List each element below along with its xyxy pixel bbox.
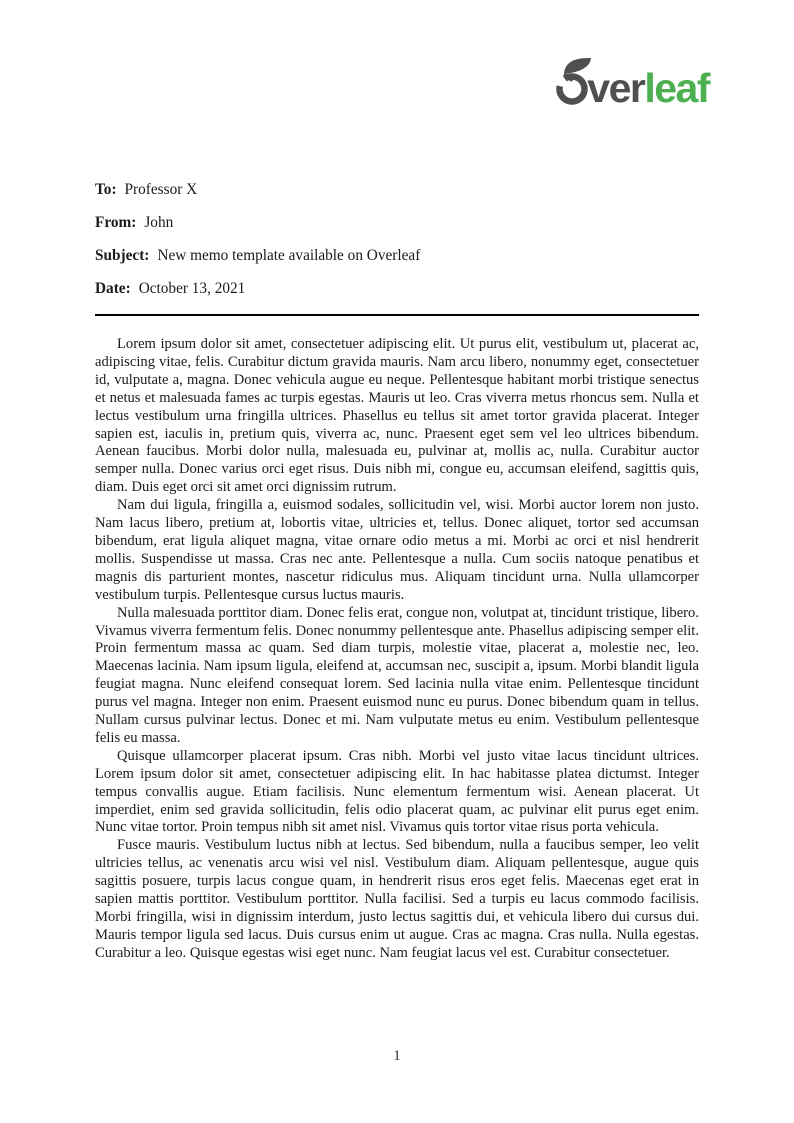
field-value-from: John — [144, 214, 174, 231]
header-divider-rule — [95, 314, 699, 316]
paragraph-4: Quisque ullamcorper placerat ipsum. Cras nibh. Morbi vel justo vitae lacus tincidunt ultrices. Lorem ipsum dolor sit amet, consectetuer adipiscing elit. In hac habitasse platea dictumst. Integer tempus convallis augue. Etiam facilisis. Nunc elementum fermentum wisi. Aenean placerat. Ut imperdiet, enim sed gravida sollicitudin, felis odio placerat quam, ac pulvinar elit purus eget enim. Nunc vitae tortor. Proin tempus nibh sit amet nisl. Vivamus quis tortor vitae risus porta vehicula. — [95, 747, 699, 836]
field-value-subject: New memo template available on Overleaf — [157, 247, 421, 264]
field-value-to: Professor X — [124, 181, 198, 198]
overleaf-logo — [555, 56, 709, 111]
field-label-subject: Subject: — [95, 247, 150, 264]
memo-field-to — [95, 181, 699, 199]
paragraph-5: Fusce mauris. Vestibulum luctus nibh at lectus. Sed bibendum, nulla a faucibus semper, leo velit ultricies tellus, ac venenatis arcu wisi vel nisl. Vestibulum diam. Aliquam pellentesque, augue quis sagittis posuere, turpis lacus congue quam, in hendrerit risus eros eget felis. Maecenas eget erat in sapien mattis porttitor. Vestibulum porttitor. Nulla facilisi. Sed a turpis eu lacus commodo facilisis. Morbi fringilla, wisi in dignissim interdum, justo lectus sagittis dui, et vehicula libero dui cursus dui. Mauris tempor ligula sed lacus. Duis cursus enim ut augue. Cras ac magna. Cras nulla. Nulla egestas. Curabitur a leo. Quisque egestas wisi eget nunc. Nam feugiat lacus vel est. Curabitur consectetuer. — [95, 837, 699, 961]
page-number: 1 — [393, 1048, 401, 1064]
memo-header — [95, 181, 699, 313]
paragraph-1: Lorem ipsum dolor sit amet, consectetuer adipiscing elit. Ut purus elit, vestibulum ut, placerat ac, adipiscing vitae, felis. Curabitur dictum gravida mauris. Nam arcu libero, nonummy eget, consectetuer id, vulputate a, magna. Donec vehicula augue eu neque. Pellentesque habitant morbi tristique senectus et netus et malesuada fames ac turpis egestas. Mauris ut leo. Cras viverra metus rhoncus sem. Nulla et lectus vestibulum urna fringilla ultrices. Phasellus eu tellus sit amet tortor gravida placerat. Integer sapien est, iaculis in, pretium quis, viverra ac, nunc. Praesent eget sem vel leo ultrices bibendum. Aenean faucibus. Morbi dolor nulla, malesuada eu, pulvinar at, mollis ac, nulla. Curabitur auctor semper nulla. Donec varius orci eget risus. Duis nibh mi, congue eu, accumsan eleifend, sagittis quis, diam. Duis eget orci sit amet orci dignissim rutrum. — [95, 336, 699, 496]
logo-wordmark — [587, 65, 709, 111]
logo-text-over: ver — [587, 65, 645, 111]
memo-field-from — [95, 214, 699, 232]
field-value-date: October 13, 2021 — [138, 280, 246, 297]
memo-field-date — [95, 280, 699, 298]
field-label-date: Date: — [95, 280, 131, 297]
paragraph-3: Nulla malesuada porttitor diam. Donec felis erat, congue non, volutpat at, tincidunt tristique, libero. Vivamus viverra fermentum felis. Donec nonummy pellentesque ante. Phasellus adipiscing semper elit. Proin fermentum massa ac quam. Sed diam turpis, molestie vitae, placerat a, molestie nec, leo. Maecenas lacinia. Nam ipsum ligula, eleifend at, accumsan nec, suscipit a, ipsum. Morbi blandit ligula feugiat magna. Nunc eleifend consequat lorem. Sed lacinia nulla vitae enim. Pellentesque tincidunt purus vel magna. Integer non enim. Praesent euismod nunc eu purus. Donec bibendum quam in tellus. Nullam cursus pulvinar lectus. Donec et mi. Nam vulputate metus eu enim. Vestibulum pellentesque felis eu massa. — [95, 604, 699, 746]
paragraph-2: Nam dui ligula, fringilla a, euismod sodales, sollicitudin vel, wisi. Morbi auctor lorem non justo. Nam lacus libero, pretium at, lobortis vitae, ultricies et, tellus. Donec aliquet, tortor sed accumsan bibendum, erat ligula aliquet magna, vitae ornare odio metus a mi. Morbi ac orci et nisl hendrerit mollis. Suspendisse ut massa. Cras nec ante. Pellentesque a nulla. Cum sociis natoque penatibus et magnis dis parturient montes, nascetur ridiculus mus. Aliquam tincidunt urna. Nulla ullamcorper vestibulum turpis. Pellentesque cursus luctus mauris. — [95, 497, 699, 603]
logo-text-leaf: leaf — [644, 65, 709, 111]
memo-body — [95, 336, 699, 963]
memo-field-subject — [95, 247, 699, 265]
field-label-to: To: — [95, 181, 117, 198]
field-label-from: From: — [95, 214, 137, 231]
